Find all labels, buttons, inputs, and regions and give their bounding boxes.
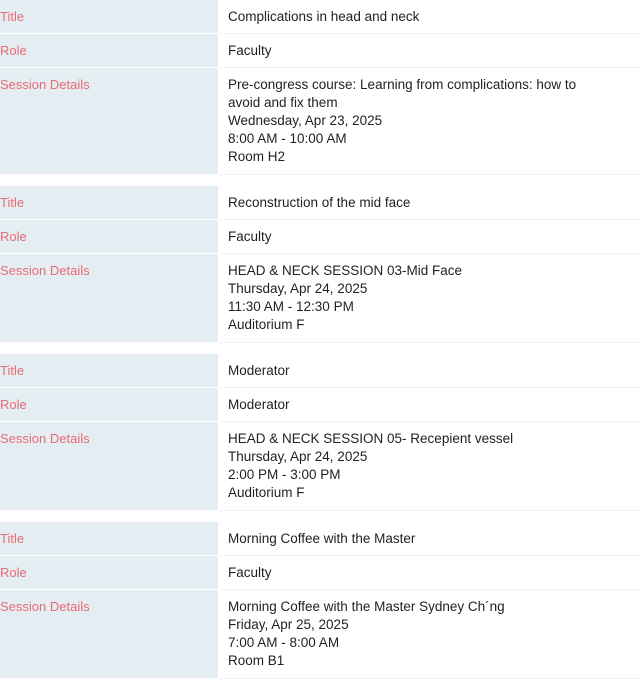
session-role-value: Moderator — [218, 388, 640, 422]
session-details-label: Session Details — [0, 68, 218, 175]
detail-line: Room H2 — [228, 149, 286, 164]
session-title-row — [0, 522, 640, 556]
title-label: Title — [0, 0, 218, 34]
detail-line: avoid and fix them — [228, 95, 338, 110]
session-role-row — [0, 220, 640, 254]
session-role-value: Faculty — [218, 220, 640, 254]
detail-line: Auditorium F — [228, 317, 305, 332]
session-role-value: Faculty — [218, 556, 640, 590]
session-separator — [0, 512, 640, 522]
title-label: Title — [0, 186, 218, 220]
detail-line: 7:00 AM - 8:00 AM — [228, 635, 340, 650]
session-block — [0, 0, 640, 176]
session-role-row — [0, 388, 640, 422]
session-details-row — [0, 590, 640, 679]
session-title-row — [0, 0, 640, 34]
detail-line: HEAD & NECK SESSION 03-Mid Face — [228, 263, 463, 278]
session-title-value: Moderator — [218, 354, 640, 388]
detail-line: 8:00 AM - 10:00 AM — [228, 131, 347, 146]
session-block — [0, 522, 640, 680]
session-role-value: Faculty — [218, 34, 640, 68]
detail-line: 11:30 AM - 12:30 PM — [228, 299, 354, 314]
detail-line: Pre-congress course: Learning from complications: how to — [228, 77, 577, 92]
session-role-row — [0, 556, 640, 590]
session-block — [0, 354, 640, 512]
role-label: Role — [0, 556, 218, 590]
detail-line: Room B1 — [228, 653, 285, 668]
detail-line: Auditorium F — [228, 485, 305, 500]
title-label: Title — [0, 354, 218, 388]
session-block — [0, 186, 640, 344]
session-details-row — [0, 68, 640, 175]
session-details-value — [218, 254, 640, 343]
detail-line: 2:00 PM - 3:00 PM — [228, 467, 341, 482]
session-title-value: Complications in head and neck — [218, 0, 640, 34]
session-details-label: Session Details — [0, 590, 218, 679]
detail-line: Thursday, Apr 24, 2025 — [228, 449, 368, 464]
session-details-row — [0, 254, 640, 343]
detail-line: Wednesday, Apr 23, 2025 — [228, 113, 383, 128]
detail-line: Morning Coffee with the Master Sydney Ch´ng — [228, 599, 505, 614]
session-details-label: Session Details — [0, 254, 218, 343]
session-title-value: Reconstruction of the mid face — [218, 186, 640, 220]
role-label: Role — [0, 388, 218, 422]
session-separator — [0, 344, 640, 354]
session-details-value — [218, 422, 640, 511]
session-separator — [0, 176, 640, 186]
role-label: Role — [0, 34, 218, 68]
title-label: Title — [0, 522, 218, 556]
role-label: Role — [0, 220, 218, 254]
session-details-value — [218, 68, 640, 175]
detail-line: Friday, Apr 25, 2025 — [228, 617, 349, 632]
detail-line: HEAD & NECK SESSION 05- Recepient vessel — [228, 431, 514, 446]
session-title-value: Morning Coffee with the Master — [218, 522, 640, 556]
session-details-value — [218, 590, 640, 679]
detail-line: Thursday, Apr 24, 2025 — [228, 281, 368, 296]
session-title-row — [0, 186, 640, 220]
session-details-label: Session Details — [0, 422, 218, 511]
session-role-row — [0, 34, 640, 68]
session-title-row — [0, 354, 640, 388]
session-details-row — [0, 422, 640, 511]
